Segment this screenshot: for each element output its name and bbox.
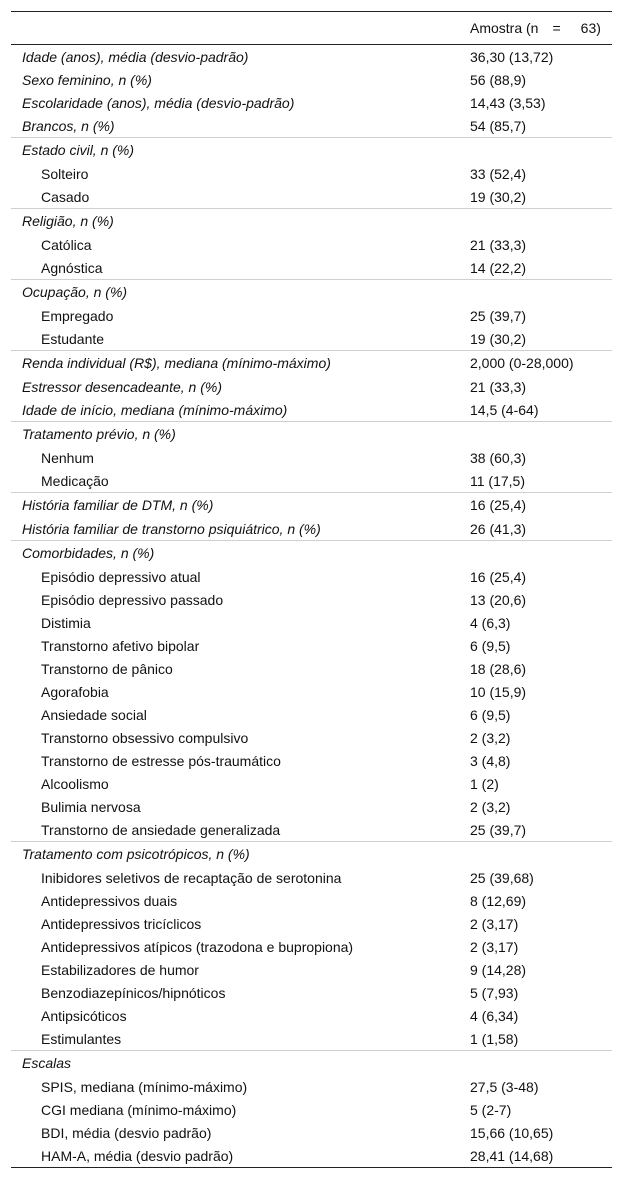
row-label: Benzodiazepínicos/hipnóticos [41, 984, 226, 1001]
item-row [11, 1004, 612, 1027]
row-label: Idade de início, mediana (mínimo-máximo) [22, 401, 288, 418]
row-label: Transtorno de estresse pós-traumático [41, 752, 281, 769]
row-label: Sexo feminino, n (%) [22, 71, 152, 88]
row-value: 19 (30,2) [470, 330, 527, 347]
row-value: 14,5 (4-64) [470, 401, 539, 418]
row-label: Renda individual (R$), mediana (mínimo-máximo) [11, 351, 460, 376]
row-value: 16 (25,4) [460, 493, 612, 518]
item-row [11, 795, 612, 818]
item-row [11, 889, 612, 912]
section-row [11, 280, 612, 305]
row-value: 14,43 (3,53) [470, 94, 546, 111]
row-value: 2 (3,2) [470, 798, 511, 815]
row-label: História familiar de DTM, n (%) [11, 493, 460, 518]
item-row [11, 233, 612, 256]
row-value: 26 (41,3) [470, 520, 527, 537]
row-value: 28,41 (14,68) [460, 1144, 612, 1168]
item-row [11, 772, 612, 795]
row-value [460, 209, 612, 234]
row-label: Medicação [41, 472, 109, 489]
item-row [11, 304, 612, 327]
row-label: Estabilizadores de humor [41, 961, 199, 978]
row-label: Estressor desencadeante, n (%) [22, 378, 222, 395]
row-value: 25 (39,7) [470, 821, 527, 838]
item-row [11, 935, 612, 958]
section-row [11, 138, 612, 163]
row-label: Transtorno de ansiedade generalizada [41, 821, 281, 838]
item-row [11, 565, 612, 588]
row-value: 2 (3,2) [470, 729, 511, 746]
item-row [11, 1027, 612, 1051]
item-row [11, 611, 612, 634]
row-label: Ocupação, n (%) [11, 280, 460, 305]
header-amostra-cell [460, 12, 612, 45]
item-row [11, 185, 612, 209]
row-value: 4 (6,3) [470, 614, 511, 631]
table-body [11, 45, 612, 1168]
row-value: 11 (17,5) [470, 472, 525, 489]
equals-sign: = [552, 20, 561, 36]
item-row [11, 657, 612, 680]
sample-size: 63) [580, 20, 601, 36]
item-row [11, 588, 612, 611]
row-value: 6 (9,5) [470, 706, 511, 723]
row-value: 5 (7,93) [470, 984, 519, 1001]
item-row [11, 680, 612, 703]
row-value: 6 (9,5) [470, 637, 511, 654]
row-value [460, 1051, 612, 1076]
row-label: Idade (anos), média (desvio-padrão) [22, 48, 249, 65]
row-value: 21 (33,3) [470, 378, 527, 395]
row-label: Transtorno obsessivo compulsivo [41, 729, 249, 746]
item-row [11, 749, 612, 772]
row-label: História familiar de transtorno psiquiátrico, n (%) [22, 520, 321, 537]
row-value [460, 842, 612, 867]
header-row [11, 12, 612, 45]
section-row [11, 541, 612, 566]
item-row [11, 446, 612, 469]
row-value: 27,5 (3-48) [470, 1078, 539, 1095]
row-label: Comorbidades, n (%) [11, 541, 460, 566]
item-row [11, 469, 612, 493]
row-label: Escolaridade (anos), média (desvio-padrão) [22, 94, 295, 111]
table-header [11, 12, 612, 45]
row-value: 3 (4,8) [470, 752, 511, 769]
row-label: Episódio depressivo passado [41, 591, 224, 608]
section-row [11, 91, 612, 114]
item-row [11, 1098, 612, 1121]
item-row [11, 634, 612, 657]
row-label: Antipsicóticos [41, 1007, 127, 1024]
row-label: Estado civil, n (%) [11, 138, 460, 163]
row-value: 25 (39,7) [470, 307, 527, 324]
row-label: Brancos, n (%) [22, 117, 115, 134]
row-value: 33 (52,4) [470, 165, 527, 182]
row-label: Estimulantes [41, 1030, 122, 1047]
section-row [11, 422, 612, 447]
section-row [11, 375, 612, 398]
row-value [460, 138, 612, 163]
data-table [11, 11, 612, 1168]
row-label: SPIS, mediana (mínimo-máximo) [41, 1078, 248, 1095]
item-row [11, 818, 612, 842]
row-label: Casado [41, 188, 90, 205]
row-value: 2,000 (0-28,000) [460, 351, 612, 376]
row-label: Agnóstica [41, 259, 103, 276]
row-label: Transtorno de pânico [41, 660, 173, 677]
item-row [11, 256, 612, 280]
row-label: Ansiedade social [41, 706, 147, 723]
section-row [11, 68, 612, 91]
row-label: Antidepressivos duais [41, 892, 178, 909]
row-value: 15,66 (10,65) [470, 1124, 554, 1141]
row-value: 13 (20,6) [470, 591, 527, 608]
row-label: Religião, n (%) [11, 209, 460, 234]
row-label: Inibidores seletivos de recaptação de serotonina [41, 869, 342, 886]
row-label: HAM-A, média (desvio padrão) [11, 1144, 460, 1168]
item-row [11, 958, 612, 981]
item-row [11, 703, 612, 726]
item-row [11, 912, 612, 935]
row-label: Nenhum [41, 449, 94, 466]
row-value: 1 (2) [470, 775, 499, 792]
row-value: 2 (3,17) [470, 938, 519, 955]
amostra-label: Amostra (n [470, 20, 539, 36]
row-label: Estudante [41, 330, 105, 347]
row-label: CGI mediana (mínimo-máximo) [41, 1101, 237, 1118]
row-label: Alcoolismo [41, 775, 109, 792]
section-row [11, 351, 612, 376]
row-value: 4 (6,34) [470, 1007, 519, 1024]
section-row [11, 45, 612, 69]
row-label: Agorafobia [41, 683, 109, 700]
section-row [11, 209, 612, 234]
item-row [11, 981, 612, 1004]
row-label: Empregado [41, 307, 114, 324]
row-value: 56 (88,9) [470, 71, 527, 88]
item-row [11, 1144, 612, 1168]
row-value: 14 (22,2) [470, 259, 527, 276]
row-label: Distimia [41, 614, 91, 631]
section-row [11, 493, 612, 518]
section-row [11, 842, 612, 867]
row-value: 9 (14,28) [470, 961, 527, 978]
row-label: Tratamento prévio, n (%) [11, 422, 460, 447]
section-row [11, 114, 612, 138]
row-label: Solteiro [41, 165, 89, 182]
row-value: 1 (1,58) [470, 1030, 519, 1047]
row-label: Antidepressivos tricíclicos [41, 915, 202, 932]
row-label: BDI, média (desvio padrão) [41, 1124, 212, 1141]
row-label: Bulimia nervosa [41, 798, 141, 815]
row-value [460, 422, 612, 447]
item-row [11, 866, 612, 889]
row-value: 2 (3,17) [470, 915, 519, 932]
item-row [11, 162, 612, 185]
section-row [11, 1051, 612, 1076]
row-value: 10 (15,9) [470, 683, 527, 700]
row-value: 36,30 (13,72) [470, 48, 554, 65]
row-label: Antidepressivos atípicos (trazodona e bupropiona) [41, 938, 354, 955]
item-row [11, 1075, 612, 1098]
row-value [460, 541, 612, 566]
row-label: Transtorno afetivo bipolar [41, 637, 200, 654]
row-value: 25 (39,68) [470, 869, 534, 886]
row-label: Católica [41, 236, 92, 253]
row-label: Tratamento com psicotrópicos, n (%) [11, 842, 460, 867]
section-row [11, 398, 612, 422]
row-value: 54 (85,7) [470, 117, 527, 134]
section-row [11, 517, 612, 541]
item-row [11, 726, 612, 749]
row-value: 8 (12,69) [470, 892, 527, 909]
row-value: 5 (2-7) [470, 1101, 512, 1118]
row-label: Escalas [11, 1051, 460, 1076]
item-row [11, 1121, 612, 1144]
header-label-cell [11, 12, 460, 45]
row-value [460, 280, 612, 305]
row-value: 16 (25,4) [470, 568, 527, 585]
row-value: 21 (33,3) [470, 236, 527, 253]
row-value: 38 (60,3) [470, 449, 527, 466]
item-row [11, 327, 612, 351]
row-value: 19 (30,2) [470, 188, 527, 205]
row-value: 18 (28,6) [470, 660, 527, 677]
row-label: Episódio depressivo atual [41, 568, 201, 585]
